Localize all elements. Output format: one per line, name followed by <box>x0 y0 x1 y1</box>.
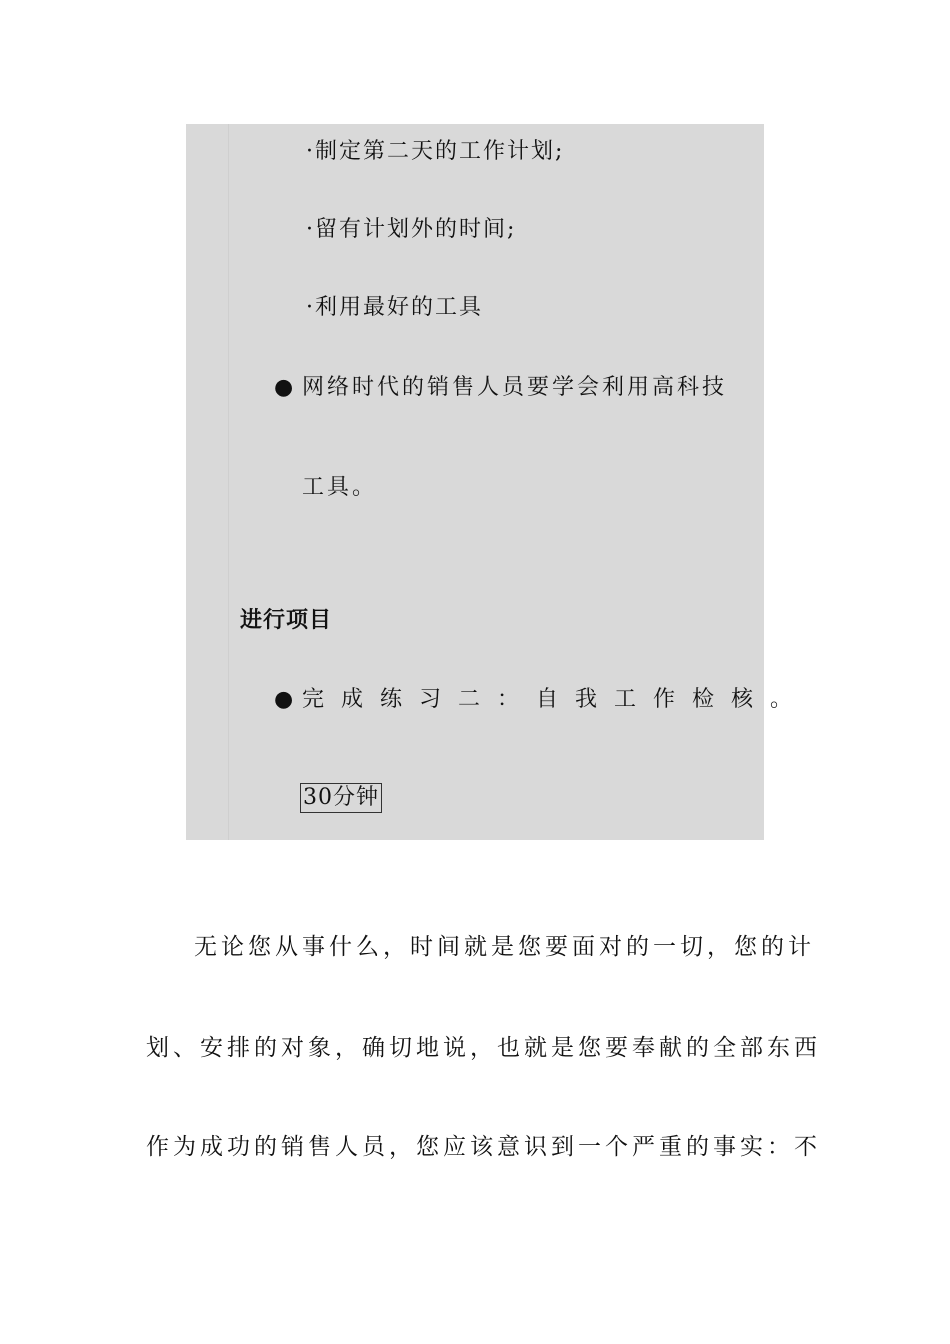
sub-item-reserve-time: ·留有计划外的时间; <box>306 217 517 242</box>
bullet-dot-icon: ● <box>274 687 294 712</box>
paragraph-line-1: 无论您从事什么，时间就是您要面对的一切，您的计 <box>194 934 815 960</box>
paragraph-line-3: 作为成功的销售人员，您应该意识到一个严重的事实：不 <box>146 1134 821 1160</box>
duration-badge: 30分钟 <box>300 783 382 813</box>
sub-item-best-tools: ·利用最好的工具 <box>306 295 483 320</box>
paragraph-line-2: 划、安排的对象，确切地说，也就是您要奉献的全部东西 <box>146 1035 821 1061</box>
section-heading: 进行项目 <box>240 607 333 633</box>
bullet-text-line-2: 工具。 <box>302 475 378 500</box>
sub-item-plan-next-day: ·制定第二天的工作计划; <box>306 139 565 164</box>
box-inner-rule <box>228 124 229 840</box>
bullet-dot-icon: ● <box>274 375 294 400</box>
exercise-text: 完成练习二：自我工作检核。 <box>302 687 810 712</box>
bullet-text-line-1: 网络时代的销售人员要学会利用高科技 <box>302 375 728 400</box>
